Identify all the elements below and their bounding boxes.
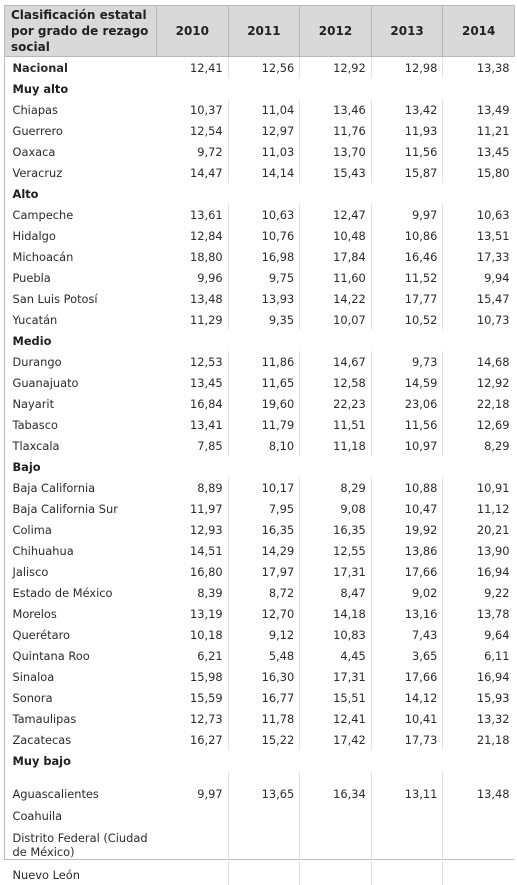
- value-cell-2013: 11,52: [371, 267, 443, 288]
- section-row: [5, 183, 515, 204]
- section-label: Medio: [5, 330, 515, 351]
- value-cell-2012: 9,08: [300, 498, 372, 519]
- value-cell-2010: [157, 805, 229, 826]
- value-cell-2014: 15,47: [443, 288, 515, 309]
- value-cell-2010: 8,89: [157, 477, 229, 498]
- value-cell-2013: 9,97: [371, 204, 443, 225]
- value-cell-2013: 9,02: [371, 582, 443, 603]
- state-name: Durango: [5, 351, 157, 372]
- table-row: [5, 729, 515, 750]
- value-cell-2011: 12,70: [228, 603, 300, 624]
- value-cell-2012: 13,46: [300, 99, 372, 120]
- table-row: [5, 708, 515, 729]
- state-name: Sonora: [5, 687, 157, 708]
- value-cell-2010: 9,96: [157, 267, 229, 288]
- state-name: Tlaxcala: [5, 435, 157, 456]
- value-cell-2013: 11,56: [371, 141, 443, 162]
- value-cell-2012: 4,45: [300, 645, 372, 666]
- value-cell-2012: 12,47: [300, 204, 372, 225]
- value-cell-2010: 10,37: [157, 99, 229, 120]
- state-name: Jalisco: [5, 561, 157, 582]
- value-cell-2011: 8,72: [228, 582, 300, 603]
- value-cell-2011: 10,17: [228, 477, 300, 498]
- table-row: [5, 624, 515, 645]
- value-cell-2010: 12,53: [157, 351, 229, 372]
- national-row: [5, 57, 515, 79]
- state-name: Campeche: [5, 204, 157, 225]
- table-row: [5, 582, 515, 603]
- value-cell-2013: 17,73: [371, 729, 443, 750]
- value-cell-2013: 10,47: [371, 498, 443, 519]
- table-row: [5, 826, 515, 864]
- value-cell-2012: [300, 805, 372, 826]
- value-cell-2011: 9,12: [228, 624, 300, 645]
- value-cell-2012: 14,67: [300, 351, 372, 372]
- table-row: [5, 414, 515, 435]
- value-cell-2011: 10,63: [228, 204, 300, 225]
- table-row: [5, 225, 515, 246]
- value-cell-2013: 17,77: [371, 288, 443, 309]
- section-label: Muy bajo: [5, 750, 515, 771]
- value-cell-2012: 11,60: [300, 267, 372, 288]
- header-year-2012: 2012: [300, 6, 372, 57]
- value-cell-2014: 9,94: [443, 267, 515, 288]
- value-cell-2013: 13,11: [371, 771, 443, 805]
- section-row: [5, 456, 515, 477]
- table-row: [5, 246, 515, 267]
- value-cell-2011: 14,29: [228, 540, 300, 561]
- value-cell-2011: 16,98: [228, 246, 300, 267]
- state-name: Guanajuato: [5, 372, 157, 393]
- value-cell-2013: 10,88: [371, 477, 443, 498]
- table-row: [5, 393, 515, 414]
- state-name: Tabasco: [5, 414, 157, 435]
- state-name: Zacatecas: [5, 729, 157, 750]
- value-cell-2011: [228, 805, 300, 826]
- value-cell-2011: 17,97: [228, 561, 300, 582]
- value-cell-2010: 13,45: [157, 372, 229, 393]
- value-cell-2010: [157, 826, 229, 864]
- value-cell-2014: 17,33: [443, 246, 515, 267]
- value-cell-2011: 16,30: [228, 666, 300, 687]
- value-cell-2013: 23,06: [371, 393, 443, 414]
- table-row: [5, 477, 515, 498]
- value-cell-2010: 14,51: [157, 540, 229, 561]
- value-cell-2013: 16,46: [371, 246, 443, 267]
- table-row: [5, 141, 515, 162]
- value-cell-2012: 16,34: [300, 771, 372, 805]
- value-cell-2011: 11,79: [228, 414, 300, 435]
- value-cell-2013: [371, 805, 443, 826]
- state-name: Veracruz: [5, 162, 157, 183]
- value-cell-2011: 11,65: [228, 372, 300, 393]
- header-year-2010: 2010: [157, 6, 229, 57]
- value-cell-2014: 21,18: [443, 729, 515, 750]
- state-name: Querétaro: [5, 624, 157, 645]
- value-cell-2010: [157, 864, 229, 885]
- value-cell-2014: 15,80: [443, 162, 515, 183]
- value-cell-2010: 13,48: [157, 288, 229, 309]
- value-cell-2014: 9,64: [443, 624, 515, 645]
- value-cell-2010: 12,84: [157, 225, 229, 246]
- value-cell-2012: 17,31: [300, 561, 372, 582]
- value-cell-2012: [300, 826, 372, 864]
- value-cell-2011: 13,65: [228, 771, 300, 805]
- value-cell-2011: 13,93: [228, 288, 300, 309]
- state-name: Estado de México: [5, 582, 157, 603]
- table-row: [5, 561, 515, 582]
- state-name: Coahuila: [5, 805, 157, 826]
- value-cell-2010: 9,72: [157, 141, 229, 162]
- state-name: Hidalgo: [5, 225, 157, 246]
- value-cell-2010: 15,59: [157, 687, 229, 708]
- table-row: [5, 540, 515, 561]
- value-cell-2013: 13,86: [371, 540, 443, 561]
- value-cell-2012: 10,07: [300, 309, 372, 330]
- state-name: Chiapas: [5, 99, 157, 120]
- value-cell-2014: 14,68: [443, 351, 515, 372]
- value-cell-2011: 7,95: [228, 498, 300, 519]
- table-row: [5, 687, 515, 708]
- table-row: [5, 771, 515, 805]
- state-name: Aguascalientes: [5, 771, 157, 805]
- value-cell-2010: 12,93: [157, 519, 229, 540]
- value-cell-2011: 14,14: [228, 162, 300, 183]
- header-year-2014: 2014: [443, 6, 515, 57]
- state-name: San Luis Potosí: [5, 288, 157, 309]
- value-cell-2010: 12,54: [157, 120, 229, 141]
- state-name: Baja California: [5, 477, 157, 498]
- value-cell-2012: 17,31: [300, 666, 372, 687]
- value-cell-2013: [371, 864, 443, 885]
- value-cell-2010: 18,80: [157, 246, 229, 267]
- section-label: Bajo: [5, 456, 515, 477]
- value-cell-2013: 12,98: [371, 57, 443, 79]
- value-cell-2010: 12,73: [157, 708, 229, 729]
- value-cell-2011: 11,03: [228, 141, 300, 162]
- section-row: [5, 78, 515, 99]
- national-label: Nacional: [5, 57, 157, 79]
- value-cell-2013: 11,93: [371, 120, 443, 141]
- state-name: Nayarit: [5, 393, 157, 414]
- value-cell-2010: 7,85: [157, 435, 229, 456]
- value-cell-2013: 10,41: [371, 708, 443, 729]
- value-cell-2013: 7,43: [371, 624, 443, 645]
- value-cell-2010: 11,97: [157, 498, 229, 519]
- section-row: [5, 750, 515, 771]
- value-cell-2014: 6,11: [443, 645, 515, 666]
- value-cell-2014: 13,45: [443, 141, 515, 162]
- value-cell-2010: 12,41: [157, 57, 229, 79]
- value-cell-2012: 8,47: [300, 582, 372, 603]
- value-cell-2010: 16,27: [157, 729, 229, 750]
- value-cell-2013: 10,86: [371, 225, 443, 246]
- value-cell-2013: 14,59: [371, 372, 443, 393]
- state-name: Guerrero: [5, 120, 157, 141]
- header-classification: Clasificación estatal por grado de rezago social: [5, 6, 157, 57]
- value-cell-2011: 11,04: [228, 99, 300, 120]
- table-row: [5, 864, 515, 885]
- value-cell-2014: 15,93: [443, 687, 515, 708]
- value-cell-2014: 10,63: [443, 204, 515, 225]
- value-cell-2014: [443, 864, 515, 885]
- state-name: Morelos: [5, 603, 157, 624]
- value-cell-2013: 13,42: [371, 99, 443, 120]
- value-cell-2014: 13,78: [443, 603, 515, 624]
- value-cell-2013: 3,65: [371, 645, 443, 666]
- table-row: [5, 267, 515, 288]
- value-cell-2014: 9,22: [443, 582, 515, 603]
- value-cell-2011: 12,97: [228, 120, 300, 141]
- value-cell-2011: 10,76: [228, 225, 300, 246]
- value-cell-2014: 13,49: [443, 99, 515, 120]
- value-cell-2014: [443, 826, 515, 864]
- value-cell-2014: 20,21: [443, 519, 515, 540]
- value-cell-2013: 17,66: [371, 561, 443, 582]
- rezago-social-table: [4, 5, 515, 885]
- value-cell-2011: 9,75: [228, 267, 300, 288]
- value-cell-2014: 10,73: [443, 309, 515, 330]
- state-name: Puebla: [5, 267, 157, 288]
- value-cell-2012: 8,29: [300, 477, 372, 498]
- state-name: Tamaulipas: [5, 708, 157, 729]
- table-row: [5, 435, 515, 456]
- table-header: [5, 6, 515, 57]
- header-year-2013: 2013: [371, 6, 443, 57]
- value-cell-2013: 19,92: [371, 519, 443, 540]
- value-cell-2014: 12,92: [443, 372, 515, 393]
- state-name: Colima: [5, 519, 157, 540]
- section-row: [5, 330, 515, 351]
- table-row: [5, 204, 515, 225]
- table-row: [5, 120, 515, 141]
- table-row: [5, 351, 515, 372]
- value-cell-2014: 11,12: [443, 498, 515, 519]
- value-cell-2012: 14,22: [300, 288, 372, 309]
- value-cell-2010: 16,84: [157, 393, 229, 414]
- table-row: [5, 603, 515, 624]
- value-cell-2014: 13,38: [443, 57, 515, 79]
- value-cell-2011: 8,10: [228, 435, 300, 456]
- table-row: [5, 805, 515, 826]
- value-cell-2010: 13,41: [157, 414, 229, 435]
- value-cell-2011: [228, 826, 300, 864]
- value-cell-2012: 15,43: [300, 162, 372, 183]
- state-name: Oaxaca: [5, 141, 157, 162]
- state-name: Chihuahua: [5, 540, 157, 561]
- table-row: [5, 99, 515, 120]
- value-cell-2011: [228, 864, 300, 885]
- value-cell-2011: 12,56: [228, 57, 300, 79]
- value-cell-2012: 11,76: [300, 120, 372, 141]
- value-cell-2014: 12,69: [443, 414, 515, 435]
- value-cell-2011: 9,35: [228, 309, 300, 330]
- value-cell-2010: 8,39: [157, 582, 229, 603]
- value-cell-2010: 14,47: [157, 162, 229, 183]
- value-cell-2012: 11,51: [300, 414, 372, 435]
- value-cell-2014: 13,51: [443, 225, 515, 246]
- value-cell-2013: 11,56: [371, 414, 443, 435]
- value-cell-2011: 16,35: [228, 519, 300, 540]
- value-cell-2013: [371, 826, 443, 864]
- state-name: Nuevo León: [5, 864, 157, 885]
- table-row: [5, 372, 515, 393]
- state-name: Quintana Roo: [5, 645, 157, 666]
- value-cell-2011: 5,48: [228, 645, 300, 666]
- value-cell-2014: [443, 805, 515, 826]
- value-cell-2010: 16,80: [157, 561, 229, 582]
- table-row: [5, 162, 515, 183]
- value-cell-2012: 12,41: [300, 708, 372, 729]
- header-year-2011: 2011: [228, 6, 300, 57]
- value-cell-2012: 16,35: [300, 519, 372, 540]
- table-row: [5, 288, 515, 309]
- value-cell-2012: 13,70: [300, 141, 372, 162]
- section-label: Alto: [5, 183, 515, 204]
- state-name: Distrito Federal (Ciudad de México): [5, 826, 157, 864]
- value-cell-2012: 10,48: [300, 225, 372, 246]
- value-cell-2014: 13,32: [443, 708, 515, 729]
- state-name: Yucatán: [5, 309, 157, 330]
- state-name: Baja California Sur: [5, 498, 157, 519]
- value-cell-2012: 14,18: [300, 603, 372, 624]
- value-cell-2014: 11,21: [443, 120, 515, 141]
- value-cell-2011: 11,78: [228, 708, 300, 729]
- value-cell-2012: 10,83: [300, 624, 372, 645]
- table-row: [5, 309, 515, 330]
- value-cell-2011: 16,77: [228, 687, 300, 708]
- value-cell-2014: 10,91: [443, 477, 515, 498]
- value-cell-2011: 15,22: [228, 729, 300, 750]
- value-cell-2010: 13,19: [157, 603, 229, 624]
- value-cell-2010: 6,21: [157, 645, 229, 666]
- table-row: [5, 519, 515, 540]
- state-name: Sinaloa: [5, 666, 157, 687]
- state-name: Michoacán: [5, 246, 157, 267]
- value-cell-2013: 10,97: [371, 435, 443, 456]
- value-cell-2010: 13,61: [157, 204, 229, 225]
- value-cell-2012: 22,23: [300, 393, 372, 414]
- value-cell-2011: 19,60: [228, 393, 300, 414]
- value-cell-2014: 8,29: [443, 435, 515, 456]
- value-cell-2013: 10,52: [371, 309, 443, 330]
- value-cell-2012: 17,84: [300, 246, 372, 267]
- value-cell-2012: [300, 864, 372, 885]
- value-cell-2012: 12,55: [300, 540, 372, 561]
- value-cell-2011: 11,86: [228, 351, 300, 372]
- table-row: [5, 645, 515, 666]
- value-cell-2010: 15,98: [157, 666, 229, 687]
- value-cell-2013: 17,66: [371, 666, 443, 687]
- section-label: Muy alto: [5, 78, 515, 99]
- table-body: [5, 57, 515, 885]
- value-cell-2012: 12,92: [300, 57, 372, 79]
- value-cell-2014: 13,48: [443, 771, 515, 805]
- value-cell-2014: 22,18: [443, 393, 515, 414]
- table-row: [5, 498, 515, 519]
- header-row: [5, 6, 515, 57]
- value-cell-2013: 9,73: [371, 351, 443, 372]
- value-cell-2014: 16,94: [443, 666, 515, 687]
- value-cell-2014: 13,90: [443, 540, 515, 561]
- value-cell-2010: 9,97: [157, 771, 229, 805]
- value-cell-2010: 11,29: [157, 309, 229, 330]
- value-cell-2013: 15,87: [371, 162, 443, 183]
- value-cell-2014: 16,94: [443, 561, 515, 582]
- table-row: [5, 666, 515, 687]
- value-cell-2013: 14,12: [371, 687, 443, 708]
- value-cell-2012: 17,42: [300, 729, 372, 750]
- value-cell-2013: 13,16: [371, 603, 443, 624]
- value-cell-2010: 10,18: [157, 624, 229, 645]
- value-cell-2012: 11,18: [300, 435, 372, 456]
- value-cell-2012: 12,58: [300, 372, 372, 393]
- value-cell-2012: 15,51: [300, 687, 372, 708]
